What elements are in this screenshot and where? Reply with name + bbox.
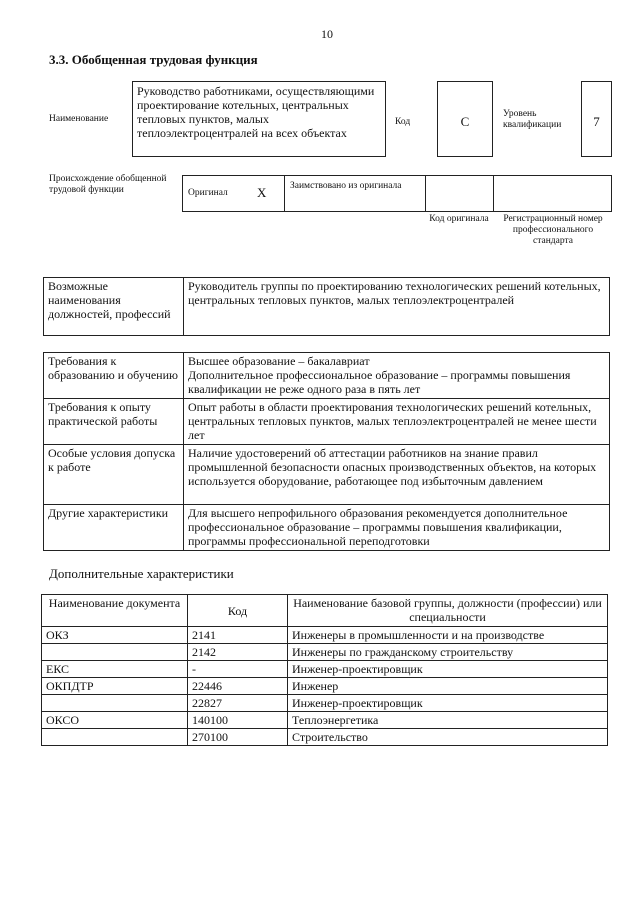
requirement-row [44, 505, 610, 551]
requirement-row [44, 353, 610, 399]
positions-label: Возможные наименования должностей, профессий [44, 278, 184, 336]
row-name: Инженер-проектировщик [288, 661, 608, 678]
original-mark: X [257, 185, 267, 200]
uroven-value: 7 [593, 114, 600, 129]
row-code: 22446 [188, 678, 288, 695]
row-doc: ЕКС [42, 661, 188, 678]
additional-header-row [42, 595, 608, 627]
row-doc [42, 644, 188, 661]
row-doc [42, 729, 188, 746]
requirements-table [43, 352, 610, 551]
requirement-label: Требования к образованию и обучению [44, 353, 184, 399]
table-row [42, 712, 608, 729]
borrowed-label: Заимствовано из оригинала [290, 181, 402, 191]
kod-originala-label: Код оригинала [429, 214, 489, 224]
function-name: Руководство работниками, осуществляющими проектирование котельных, центральных тепловых пунктов, малых теплоэлектроцентралей на всех объектах [137, 84, 375, 140]
row-doc [42, 695, 188, 712]
requirement-row [44, 445, 610, 505]
table-row [42, 678, 608, 695]
naimenovanie-label: Наименование [49, 114, 109, 124]
original-label: Оригинал [188, 188, 228, 198]
row-code: - [188, 661, 288, 678]
additional-title: Дополнительные характеристики [49, 566, 234, 581]
row-name: Инженеры в промышленности и на производстве [288, 627, 608, 644]
requirement-label: Требования к опыту практической работы [44, 399, 184, 445]
kod-value: C [460, 114, 470, 129]
row-code: 270100 [188, 729, 288, 746]
row-name: Теплоэнергетика [288, 712, 608, 729]
positions-value: Руководитель группы по проектированию технологических решений котельных, центральных тепловых пунктов, малых теплоэлектроцентралей [184, 278, 610, 336]
row-name: Инженеры по гражданскому строительству [288, 644, 608, 661]
header-name: Наименование базовой группы, должности (профессии) или специальности [288, 595, 608, 627]
positions-table [43, 277, 610, 336]
row-doc: ОКЗ [42, 627, 188, 644]
kod-box [437, 81, 493, 157]
table-row [42, 644, 608, 661]
requirement-line: Для высшего непрофильного образования рекомендуется дополнительное профессиональное образование – программы повышения квалификации, программы профессиональной переподготовки [188, 506, 568, 548]
additional-table [41, 594, 608, 746]
table-row [42, 661, 608, 678]
requirement-line: Опыт работы в области проектирования технологических решений котельных, центральных тепловых пунктов, малых теплоэлектроцентралей не менее шести лет [188, 400, 597, 442]
requirement-label: Другие характеристики [44, 505, 184, 551]
row-name: Строительство [288, 729, 608, 746]
requirement-row [44, 399, 610, 445]
row-code: 140100 [188, 712, 288, 729]
origin-label: Происхождение обобщенной трудовой функции [49, 174, 167, 195]
requirement-line: Дополнительное профессиональное образование – программы повышения квалификации не реже одного раза в пять лет [188, 368, 571, 396]
kod-label: Код [395, 117, 411, 127]
header-doc: Наименование документа [42, 595, 188, 627]
row-name: Инженер-проектировщик [288, 695, 608, 712]
reg-number-label: Регистрационный номер профессионального стандарта [503, 214, 603, 246]
section-title: 3.3. Обобщенная трудовая функция [49, 52, 258, 67]
requirement-line: Наличие удостоверений об аттестации работников на знание правил промышленной безопасности опасных производственных объектов, на которых используется оборудование, работающее под избыточным давлением [188, 446, 597, 488]
row-doc: ОКСО [42, 712, 188, 729]
table-row [42, 627, 608, 644]
row-doc: ОКПДТР [42, 678, 188, 695]
requirement-line: Высшее образование – бакалавриат [188, 354, 370, 368]
uroven-box [581, 81, 612, 157]
table-row [42, 729, 608, 746]
page-number: 10 [321, 27, 333, 41]
row-code: 2142 [188, 644, 288, 661]
row-code: 22827 [188, 695, 288, 712]
function-name-box [132, 81, 386, 157]
header-code: Код [188, 595, 288, 627]
row-code: 2141 [188, 627, 288, 644]
uroven-label: Уровень квалификации [503, 109, 562, 130]
table-row [42, 695, 608, 712]
requirement-label: Особые условия допуска к работе [44, 445, 184, 505]
row-name: Инженер [288, 678, 608, 695]
